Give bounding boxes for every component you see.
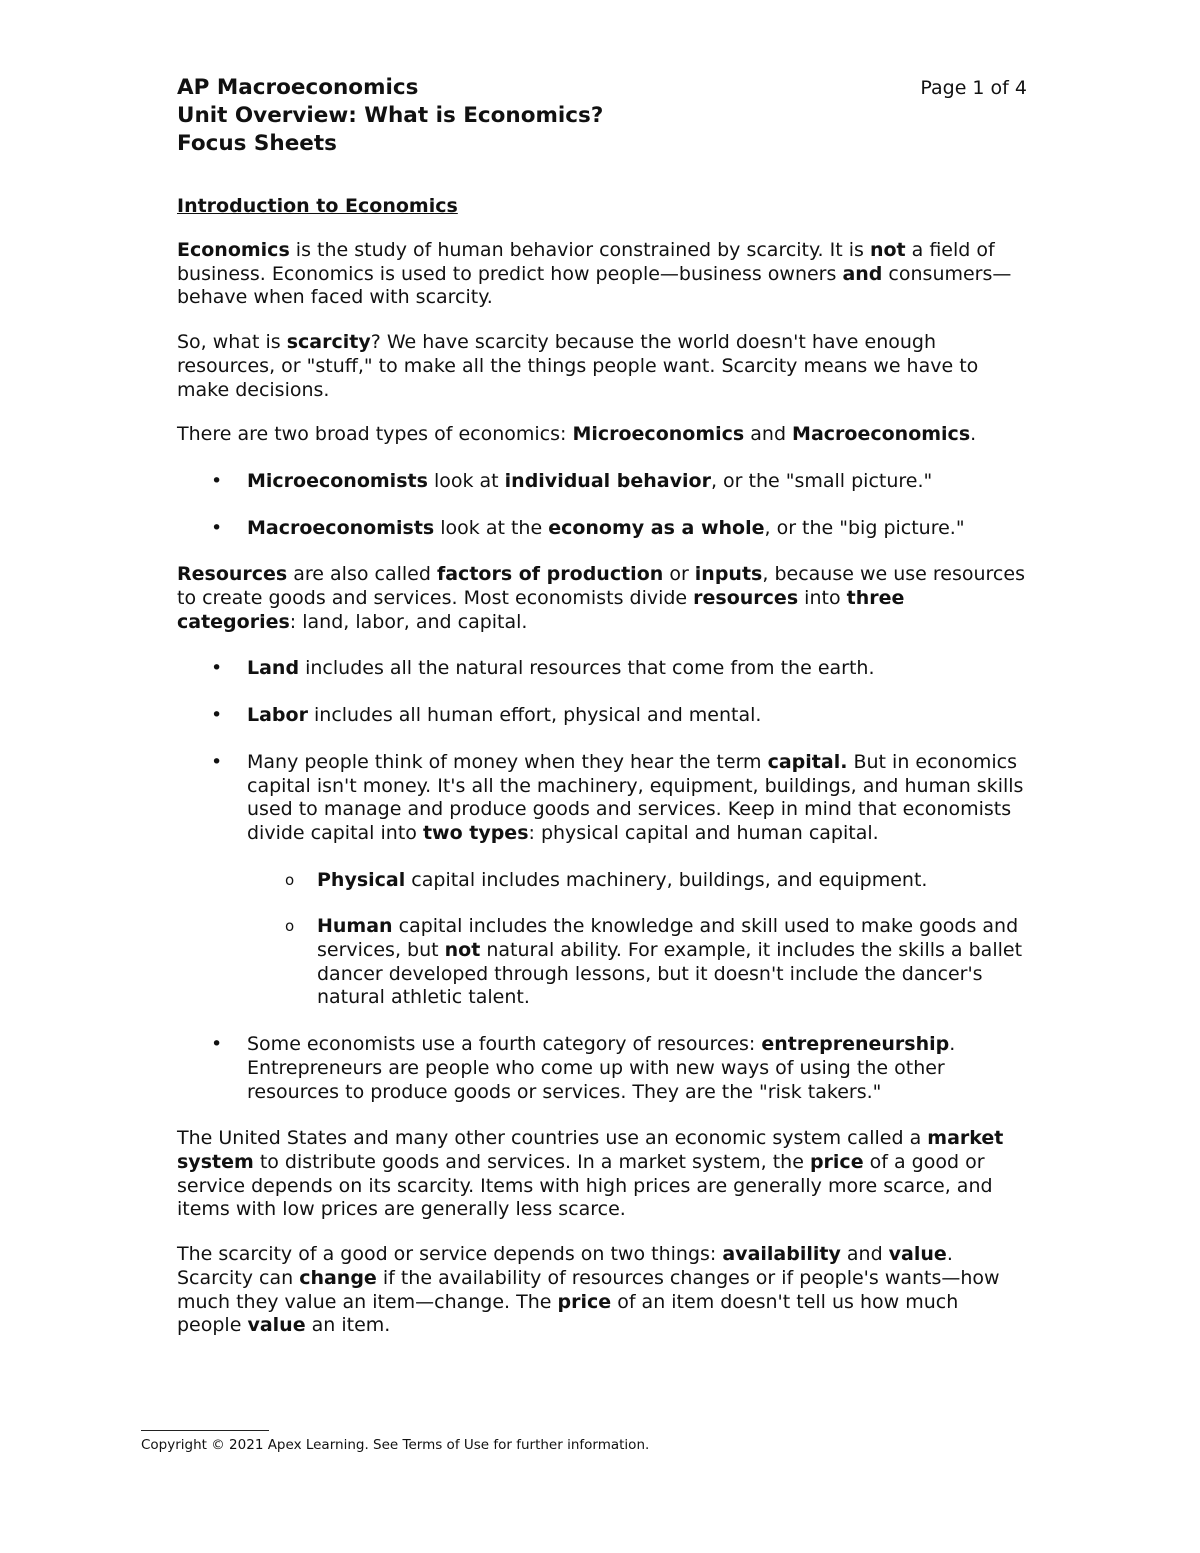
- emphasis-not: not: [444, 939, 481, 962]
- bullet-marker: •: [211, 657, 223, 680]
- paragraph-scarcity-factors: [177, 1243, 1027, 1338]
- page-content: [177, 74, 1027, 1338]
- term-change: change: [299, 1266, 377, 1289]
- copyright-footer: Copyright © 2021 Apex Learning. See Terms of Use for further information.: [141, 1437, 650, 1453]
- term-three-categories: three categories: [177, 587, 905, 633]
- bullet-marker: •: [211, 750, 223, 773]
- term-capital: capital.: [767, 750, 848, 773]
- list-item-physical-capital: [247, 869, 1027, 893]
- text: natural ability. For example, it includes the skills a ballet dancer developed through lessons, but it doesn't include the dancer's natural athletic talent.: [317, 939, 1023, 1009]
- text: The scarcity of a good or service depends on two things:: [177, 1243, 723, 1266]
- term-macroeconomists: Macroeconomists: [247, 516, 435, 539]
- term-labor: Labor: [247, 704, 308, 727]
- text: : land, labor, and capital.: [289, 610, 528, 633]
- term-economy-as-a-whole: economy as a whole: [548, 516, 765, 539]
- text: and: [744, 423, 793, 446]
- term-factors-of-production: factors of production: [436, 563, 664, 586]
- bullet-marker: •: [211, 516, 223, 539]
- term-value: value: [888, 1243, 947, 1266]
- emphasis-and: and: [842, 262, 883, 285]
- list-item-macroeconomists: [177, 517, 1027, 541]
- term-human: Human: [317, 915, 393, 938]
- term-resources: resources: [693, 587, 799, 610]
- text: , because we use resources to create goods and services. Most economists divide: [177, 563, 1025, 610]
- paragraph-economics-definition: [177, 239, 1027, 310]
- text: capital includes machinery, buildings, and equipment.: [405, 868, 928, 891]
- term-individual-behavior: individual behavior: [504, 469, 711, 492]
- term-physical: Physical: [317, 868, 406, 891]
- list-item-human-capital: [247, 915, 1027, 1010]
- sub-bullet-marker: o: [285, 917, 295, 936]
- unit-title: Unit Overview: What is Economics?: [177, 103, 604, 128]
- text: : physical capital and human capital.: [528, 821, 879, 844]
- text: are also called: [287, 563, 437, 586]
- text: or: [663, 563, 695, 586]
- term-availability: availability: [722, 1243, 841, 1266]
- term-price: price: [557, 1290, 612, 1313]
- course-title: AP Macroeconomics: [177, 75, 419, 100]
- text: But in economics capital isn't money. It's all the machinery, equipment, buildings, and human skills used to manage and produce goods and services. Keep in mind that economists divide capital into: [247, 750, 1024, 844]
- text: , or the "big picture.": [764, 516, 965, 539]
- text: .: [970, 423, 977, 446]
- text: an item.: [305, 1314, 391, 1337]
- paragraph-economics-types: [177, 423, 1027, 447]
- list-item-capital: [177, 751, 1027, 1010]
- sheet-subtitle: Focus Sheets: [177, 131, 337, 156]
- text: a field of business. Economics is used to predict how people—business owners: [177, 239, 995, 285]
- text: look at the: [434, 516, 549, 539]
- sub-bullet-marker: o: [285, 870, 295, 889]
- term-land: Land: [247, 657, 300, 680]
- footer-divider: [141, 1430, 269, 1431]
- text: is the study of human behavior constrained by scarcity. It is: [289, 239, 870, 261]
- text: to distribute goods and services. In a market system, the: [253, 1150, 810, 1173]
- text: if the availability of resources changes or if people's wants—how much they value an item—change. The: [177, 1266, 1000, 1313]
- text: of a good or service depends on its scarcity. Items with high prices are generally more scarce, and items with low prices are generally less scarce.: [177, 1150, 993, 1221]
- term-resources: Resources: [177, 563, 288, 586]
- term-scarcity: scarcity: [286, 331, 371, 354]
- economics-types-list: [177, 470, 1027, 540]
- text: , or the "small picture.": [710, 469, 933, 492]
- text: Many people think of money when they hear the term: [247, 750, 768, 773]
- list-item-land: [177, 657, 1027, 681]
- bullet-marker: •: [211, 1033, 223, 1056]
- paragraph-scarcity: [177, 331, 1027, 402]
- term-microeconomists: Microeconomists: [247, 469, 428, 492]
- text: of an item doesn't tell us how much people: [177, 1290, 959, 1337]
- text: Some economists use a fourth category of resources:: [247, 1033, 762, 1056]
- term-market-system: market system: [177, 1127, 1004, 1173]
- list-item-labor: [177, 704, 1027, 728]
- text: . Entrepreneurs are people who come up with new ways of using the other resources to produce goods or services. They are the "risk takers.": [247, 1033, 956, 1103]
- paragraph-market-system: [177, 1127, 1027, 1222]
- term-entrepreneurship: entrepreneurship: [761, 1033, 950, 1056]
- term-macroeconomics: Macroeconomics: [792, 423, 971, 446]
- resource-categories-list: [177, 657, 1027, 1104]
- term-price: price: [809, 1150, 864, 1173]
- text: consumers—behave when faced with scarcity.: [177, 262, 1012, 309]
- bullet-marker: •: [211, 704, 223, 727]
- term-value: value: [247, 1314, 306, 1337]
- text: and: [840, 1243, 889, 1266]
- page-indicator: Page 1 of 4: [920, 77, 1027, 99]
- emphasis-not: not: [869, 239, 906, 261]
- section-title: Introduction to Economics: [177, 195, 458, 217]
- text: into: [798, 587, 847, 610]
- paragraph-resources: [177, 563, 1027, 634]
- text: capital includes the knowledge and skill used to make goods and services, but: [317, 915, 1019, 962]
- text: There are two broad types of economics:: [177, 423, 573, 446]
- term-microeconomics: Microeconomics: [572, 423, 745, 446]
- capital-types-list: [247, 869, 1027, 1011]
- text: look at: [427, 469, 505, 492]
- text: The United States and many other countries use an economic system called a: [177, 1127, 928, 1150]
- text: includes all the natural resources that come from the earth.: [299, 657, 875, 680]
- term-economics: Economics: [177, 239, 290, 261]
- text: includes all human effort, physical and mental.: [307, 704, 762, 727]
- bullet-marker: •: [211, 469, 223, 492]
- text: So, what is: [177, 331, 287, 354]
- term-two-types: two types: [422, 821, 529, 844]
- list-item-microeconomists: [177, 470, 1027, 494]
- text: ? We have scarcity because the world doesn't have enough resources, or "stuff," to make all the things people want. Scarcity means we have to make decisions.: [177, 331, 979, 401]
- document-header: [177, 74, 1027, 158]
- list-item-entrepreneurship: [177, 1033, 1027, 1104]
- term-inputs: inputs: [694, 563, 763, 586]
- text: . Scarcity can: [177, 1243, 953, 1289]
